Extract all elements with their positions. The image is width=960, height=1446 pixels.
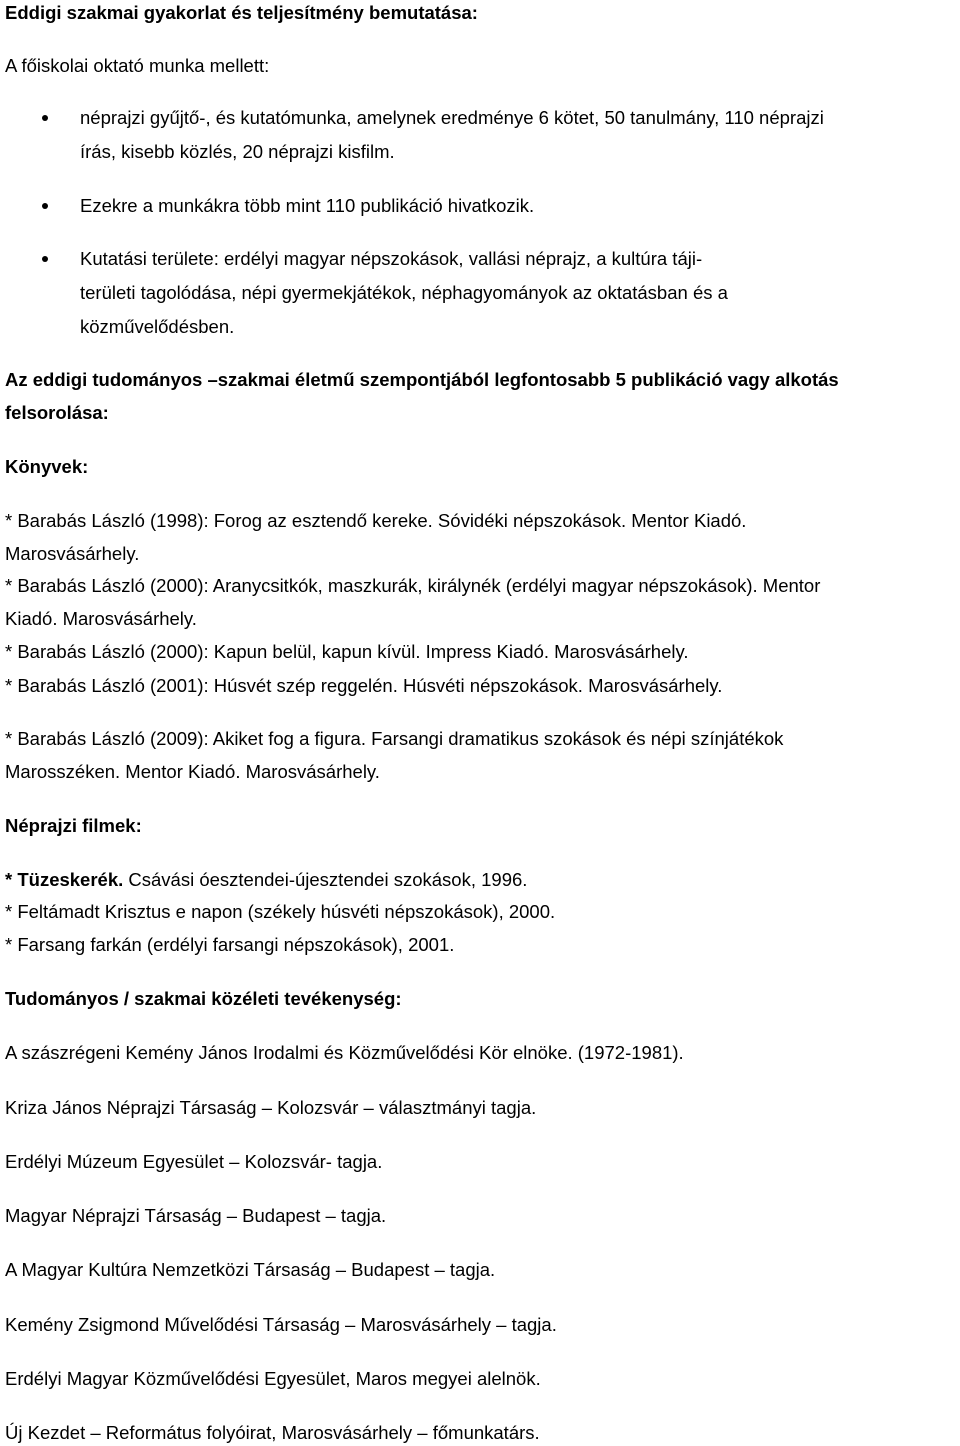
book-3-line-1: * Barabás László (2000): Kapun belül, kapun kívül. Impress Kiadó. Marosvásárhely. xyxy=(5,641,689,662)
section-heading-public: Tudományos / szakmai közéleti tevékenység: xyxy=(5,988,402,1009)
book-1-line-2: Marosvásárhely. xyxy=(5,543,140,564)
film-3: * Farsang farkán (erdélyi farsangi népszokások), 2001. xyxy=(5,934,455,955)
film-1-desc: Csávási óesztendei-újesztendei szokások, 1996. xyxy=(123,869,528,890)
bullet-icon xyxy=(42,203,48,209)
public-item: A Magyar Kultúra Nemzetközi Társaság – Budapest – tagja. xyxy=(5,1259,496,1280)
section-heading-films: Néprajzi filmek: xyxy=(5,815,142,836)
bullet-2-line-1: Ezekre a munkákra több mint 110 publikáció hivatkozik. xyxy=(80,195,535,216)
public-item: Kriza János Néprajzi Társaság – Kolozsvár – választmányi tagja. xyxy=(5,1097,537,1118)
bullet-1-line-1: néprajzi gyűjtő-, és kutatómunka, amelynek eredménye 6 kötet, 50 tanulmány, 110 néprajzi xyxy=(80,107,824,128)
book-5-line-2: Marosszéken. Mentor Kiadó. Marosvásárhely. xyxy=(5,761,380,782)
book-4-line-1: * Barabás László (2001): Húsvét szép reggelén. Húsvéti népszokások. Marosvásárhely. xyxy=(5,675,723,696)
public-item: A szászrégeni Kemény János Irodalmi és Közművelődési Kör elnöke. (1972-1981). xyxy=(5,1042,684,1063)
bullet-1-line-2: írás, kisebb közlés, 20 néprajzi kisfilm. xyxy=(80,141,395,162)
bullet-3-line-1: Kutatási területe: erdélyi magyar népszokások, vallási néprajz, a kultúra táji- xyxy=(80,248,703,269)
bullet-icon xyxy=(42,115,48,121)
bullet-3-line-2: területi tagolódása, népi gyermekjátékok, néphagyományok az oktatásban és a xyxy=(80,282,728,303)
public-item: Kemény Zsigmond Művelődési Társaság – Marosvásárhely – tagja. xyxy=(5,1314,557,1335)
book-5-line-1: * Barabás László (2009): Akiket fog a figura. Farsangi dramatikus szokások és népi színjátékok xyxy=(5,728,784,749)
public-item: Erdélyi Magyar Közművelődési Egyesület, Maros megyei alelnök. xyxy=(5,1368,541,1389)
section-heading-books: Könyvek: xyxy=(5,456,89,477)
section-heading-top5-line-2: felsorolása: xyxy=(5,402,109,423)
bullet-3-line-3: közművelődésben. xyxy=(80,316,235,337)
book-2-line-2: Kiadó. Marosvásárhely. xyxy=(5,608,197,629)
film-1-title: * Tüzeskerék. xyxy=(5,869,124,890)
book-1-line-1: * Barabás László (1998): Forog az esztendő kereke. Sóvidéki népszokások. Mentor Kiadó. xyxy=(5,510,747,531)
film-2: * Feltámadt Krisztus e napon (székely húsvéti népszokások), 2000. xyxy=(5,901,556,922)
public-item: Erdélyi Múzeum Egyesület – Kolozsvár- tagja. xyxy=(5,1151,383,1172)
public-item: Magyar Néprajzi Társaság – Budapest – tagja. xyxy=(5,1205,387,1226)
section-heading-top5-line-1: Az eddigi tudományos –szakmai életmű szempontjából legfontosabb 5 publikáció vagy alkotás xyxy=(5,369,839,390)
film-1 xyxy=(5,868,527,892)
intro-text: A főiskolai oktató munka mellett: xyxy=(5,55,270,76)
public-item: Új Kezdet – Református folyóirat, Marosvásárhely – főmunkatárs. xyxy=(5,1422,540,1443)
bullet-icon xyxy=(42,256,48,262)
section-heading-practice: Eddigi szakmai gyakorlat és teljesítmény bemutatása: xyxy=(5,2,478,23)
book-2-line-1: * Barabás László (2000): Aranycsitkók, maszkurák, királynék (erdélyi magyar népszokások). Mentor xyxy=(5,575,821,596)
